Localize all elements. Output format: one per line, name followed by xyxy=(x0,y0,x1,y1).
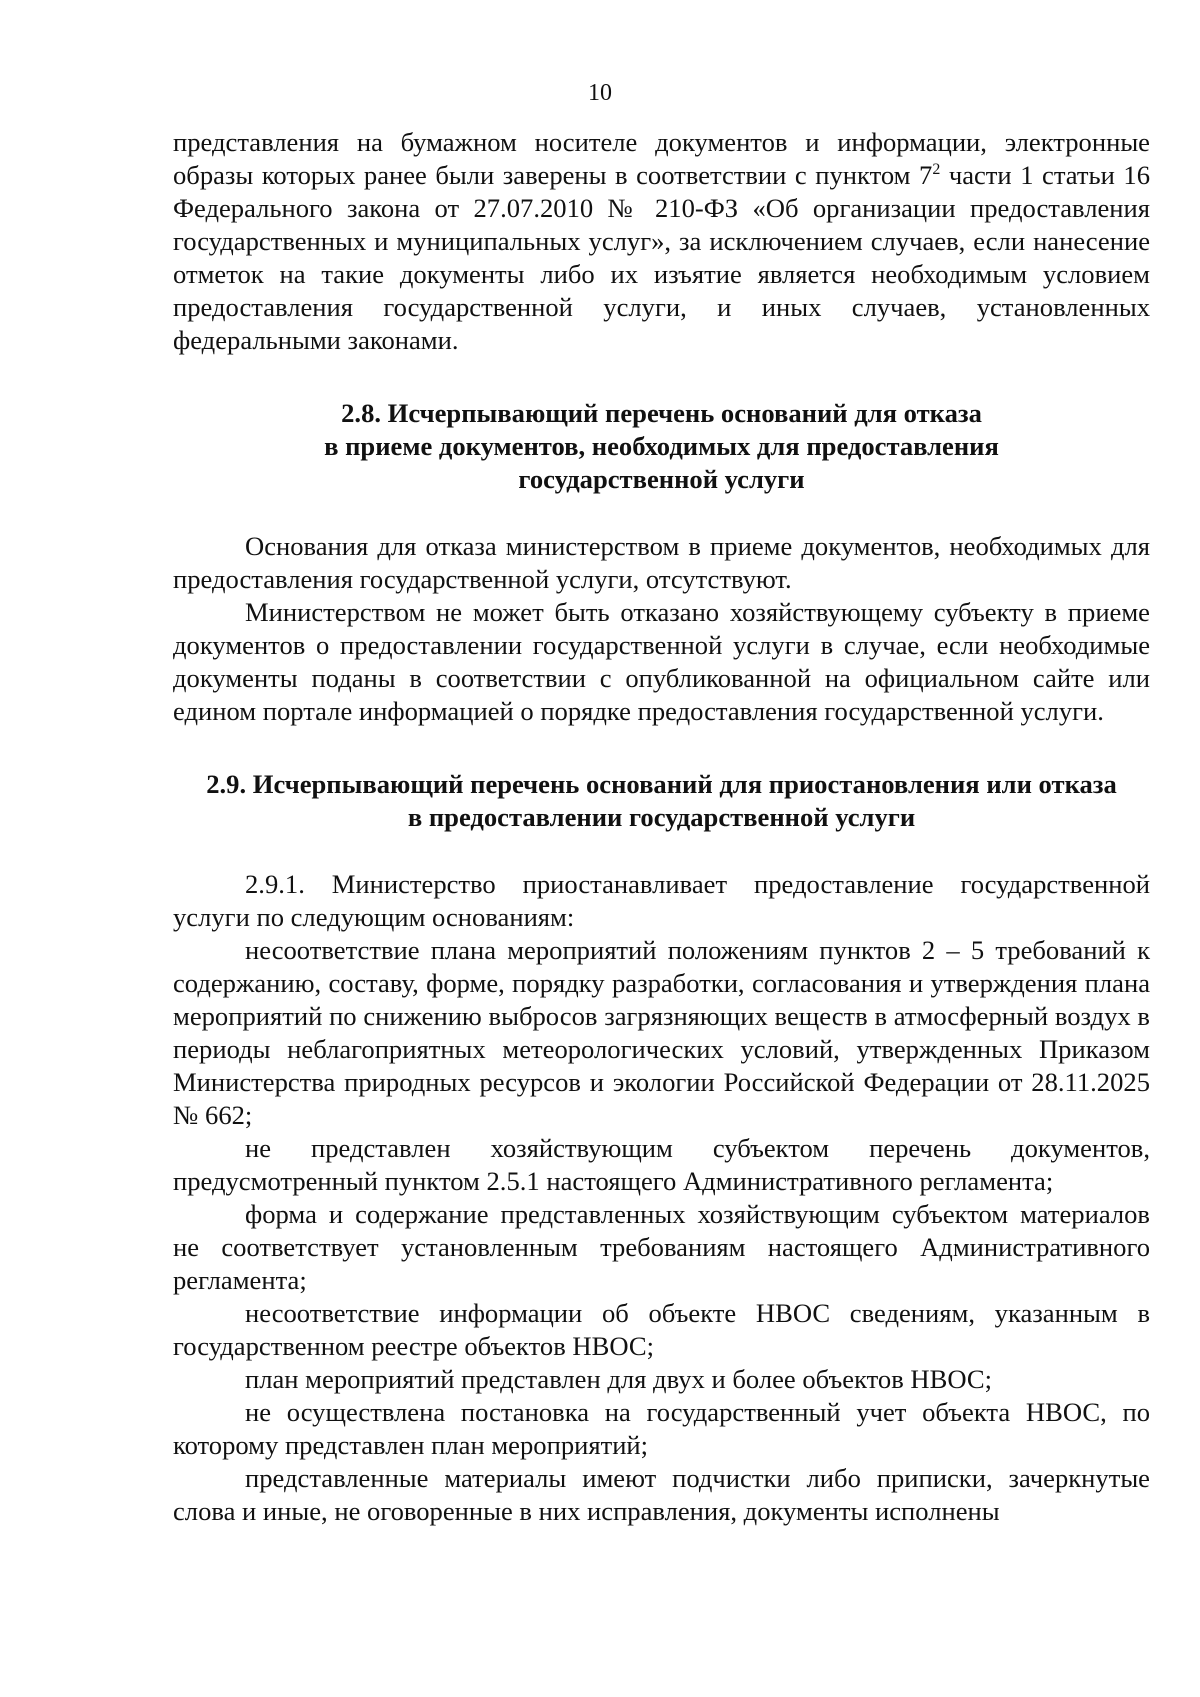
heading-line: в предоставлении государственной услуги xyxy=(407,802,916,832)
spacer xyxy=(173,357,1150,397)
intro-text-after: части 1 статьи 16 Федерального закона от 27.07.2010 № 210-ФЗ «Об организации предоставления государственных и муниципальных услуг», за исключением случаев, если нанесение отметок на такие документы либо их изъятие является необходимым условием предоставления государственной услуги, и иных случаев, установленных федеральными законами. xyxy=(173,160,1150,355)
paragraph: Основания для отказа министерством в приеме документов, необходимых для предоставления государственной услуги, отсутствуют. xyxy=(173,531,1150,594)
heading-line: 2.8. Исчерпывающий перечень оснований для отказа xyxy=(341,398,982,428)
paragraph: не представлен хозяйствующим субъектом перечень документов, предусмотренный пунктом 2.5.1 настоящего Административного регламента; xyxy=(173,1133,1150,1196)
intro-paragraph xyxy=(173,126,1150,357)
paragraph: несоответствие плана мероприятий положениям пунктов 2 – 5 требований к содержанию, составу, форме, порядку разработки, согласования и утверждения плана мероприятий по снижению выбросов загрязняющих веществ в атмосферный воздух в периоды неблагоприятных метеорологических условий, утвержденных Приказом Министерства природных ресурсов и экологии Российской Федерации от 28.11.2025 № 662; xyxy=(173,935,1150,1130)
heading-line: государственной услуги xyxy=(518,464,805,494)
page-number: 10 xyxy=(588,80,612,106)
intro-text-before: представления на бумажном носителе документов и информации, электронные образы которых ранее были заверены в соответствии с пунктом 7 xyxy=(173,127,1150,190)
paragraph: план мероприятий представлен для двух и более объектов НВОС; xyxy=(245,1364,993,1394)
intro-superscript: 2 xyxy=(932,161,941,179)
spacer xyxy=(173,496,1150,530)
paragraph: не осуществлена постановка на государственный учет объекта НВОС, по которому представлен план мероприятий; xyxy=(173,1397,1150,1460)
section-2-8-heading xyxy=(173,397,1150,496)
paragraph: 2.9.1. Министерство приостанавливает предоставление государственной услуги по следующим основаниям: xyxy=(173,869,1150,932)
heading-line: в приеме документов, необходимых для предоставления xyxy=(324,431,999,461)
paragraph: форма и содержание представленных хозяйствующим субъектом материалов не соответствует установленным требованиям настоящего Административного регламента; xyxy=(173,1199,1150,1295)
heading-line: 2.9. Исчерпывающий перечень оснований для приостановления или отказа xyxy=(206,769,1117,799)
spacer xyxy=(173,834,1150,868)
document-body xyxy=(173,126,1150,1528)
paragraph: представленные материалы имеют подчистки либо приписки, зачеркнутые слова и иные, не оговоренные в них исправления, документы исполнены xyxy=(173,1463,1150,1526)
paragraph: Министерством не может быть отказано хозяйствующему субъекту в приеме документов о предоставлении государственной услуги в случае, если необходимые документы поданы в соответствии с опубликованной на официальном сайте или едином портале информацией о порядке предоставления государственной услуги. xyxy=(173,597,1150,726)
section-2-9-heading xyxy=(173,768,1150,834)
paragraph: несоответствие информации об объекте НВОС сведениям, указанным в государственном реестре объектов НВОС; xyxy=(173,1298,1150,1361)
spacer xyxy=(173,728,1150,768)
